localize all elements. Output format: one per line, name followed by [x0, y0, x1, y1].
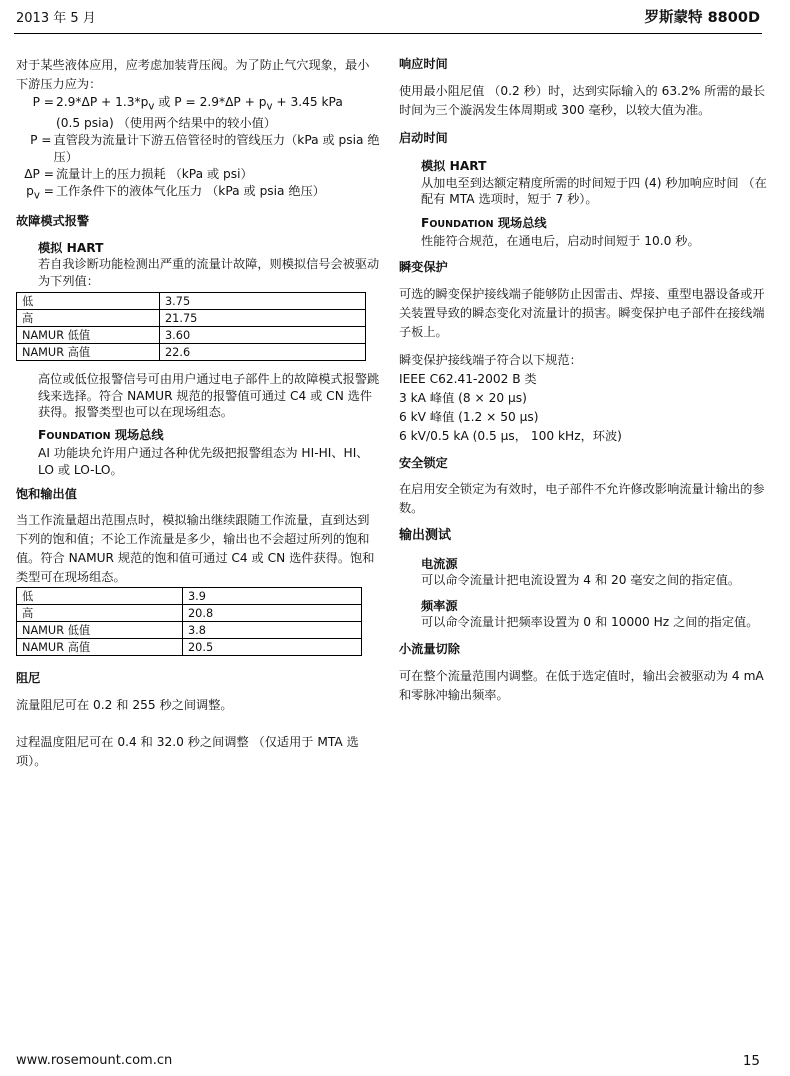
table-row: NAMUR 高值 22.6 — [17, 344, 366, 361]
formula-p-label: P = — [32, 95, 54, 109]
table-row: 高 20.8 — [17, 605, 362, 622]
formula-line-1: $2.9*\Delta P + 1.3*p_v$ 或 $P = 2.9*\Delta P + p_v + 3.45$ kPa — [56, 95, 343, 113]
low-flow-cutoff-text: 可在整个流量范围内调整。在低于选定值时，输出会被驱动为 4 mA 和零脉冲输出频率。 — [399, 668, 764, 702]
def-dp-text: 流量计上的压力损耗 （kPa 或 psi） — [56, 167, 253, 182]
def-p-label: P = — [30, 133, 52, 148]
failure-alarm-note: 高位或低位报警信号可由用户通过电子部件上的故障模式报警跳线来选择。符合 NAMUR 规范的报警值可通过 C4 或 CN 选件获得。报警类型也可以在现场组态。 — [38, 372, 380, 420]
pressure-formula — [16, 94, 381, 205]
table-row: 低 3.75 — [17, 293, 366, 310]
current-source-text: 可以命令流量计把电流设置为 4 和 20 毫安之间的指定值。 — [421, 573, 741, 587]
saturation-table — [16, 587, 362, 656]
header-divider — [14, 33, 762, 34]
saturation-heading: 饱和输出值 — [16, 487, 77, 502]
security-lock-heading: 安全锁定 — [399, 455, 448, 470]
damping-flow-text: 流量阻尼可在 0.2 和 255 秒之间调整。 — [16, 698, 233, 713]
failure-mode-heading: 故障模式报警 — [16, 213, 90, 228]
current-source-subheading: 电流源 — [421, 556, 458, 571]
startup-analog-text: 从加电至到达额定精度所需的时间短于四 (4) 秒加响应时间 （在配有 MTA 选项时，短于 7 秒）。 — [421, 175, 767, 206]
header-product-title: 罗斯蒙特 8800D — [644, 10, 760, 26]
def-p-text: 直管段为流量计下游五倍管径时的管线压力（kPa 或 psia 绝压） — [53, 133, 380, 165]
right-column — [399, 56, 767, 705]
saturation-text: 当工作流量超出范围点时，模拟输出继续跟随工作流量，直到达到下列的饱和值；不论工作流量是多少，输出也不会超过所列的饱和值。符合 NAMUR 规范的饱和值可通过 C4 或 CN 选件获得。饱和类型可在现场组态。 — [16, 513, 375, 585]
formula-line-2: (0.5 psia) （使用两个结果中的较小值） — [56, 116, 277, 131]
footer-website-link[interactable]: www.rosemount.com.cn — [16, 1053, 173, 1068]
left-column — [16, 56, 381, 771]
table-row: NAMUR 低值 3.60 — [17, 327, 366, 344]
header-date: 2013 年 5 月 — [16, 11, 96, 26]
failure-alarm-table — [16, 292, 366, 361]
failure-foundation-text: AI 功能块允许用户通过各种优先级把报警组态为 HI-HI、HI、 LO 或 LO-LO。 — [38, 446, 369, 477]
transient-protection-heading: 瞬变保护 — [399, 259, 448, 274]
failure-analog-text: 若自我诊断功能检测出严重的流量计故障，则模拟信号会被驱动为下列值： — [38, 257, 380, 288]
damping-temperature-text: 过程温度阻尼可在 0.4 和 32.0 秒之间调整 （仅适用于 MTA 选项）。 — [16, 735, 359, 769]
failure-analog-subheading: 模拟 HART — [38, 240, 104, 255]
frequency-source-subheading: 频率源 — [421, 598, 458, 613]
damping-heading: 阻尼 — [16, 671, 41, 686]
table-row: 低 3.9 — [17, 588, 362, 605]
table-row: NAMUR 低值 3.8 — [17, 622, 362, 639]
transient-spec-item: 6 kV 峰值 (1.2 × 50 µs) — [399, 409, 539, 424]
security-lock-text: 在启用安全锁定为有效时，电子部件不允许修改影响流量计输出的参数。 — [399, 481, 765, 515]
def-pv-text: 工作条件下的液体气化压力 （kPa 或 psia 绝压） — [56, 184, 325, 199]
def-pv-label: $p_v$ = — [26, 184, 54, 202]
startup-time-heading: 启动时间 — [399, 131, 448, 145]
startup-foundation-text: 性能符合规范，在通电后，启动时间短于 10.0 秒。 — [421, 234, 700, 248]
footer-page-number: 15 — [742, 1053, 760, 1069]
response-time-heading: 响应时间 — [399, 57, 448, 71]
transient-protection-text: 可选的瞬变保护接线端子能够防止因雷击、焊接、重型电器设备或开关装置导致的瞬态变化对流量计的损害。瞬变保护电子部件在接线端子板上。 — [399, 286, 765, 339]
transient-spec-intro: 瞬变保护接线端子符合以下规范： — [399, 352, 582, 367]
table-row: NAMUR 高值 20.5 — [17, 639, 362, 656]
transient-spec-item: IEEE C62.41-2002 B 类 — [399, 371, 537, 386]
table-row: 高 21.75 — [17, 310, 366, 327]
startup-analog-subheading: 模拟 HART — [421, 159, 487, 173]
failure-foundation-subheading: FOUNDATION 现场总线 — [38, 427, 164, 442]
startup-foundation-subheading: FOUNDATION 现场总线 — [421, 215, 547, 230]
output-test-heading: 输出测试 — [399, 527, 452, 543]
backpressure-intro: 对于某些液体应用，应考虑加装背压阀。为了防止气穴现象，最小下游压力应为： — [16, 58, 370, 91]
def-dp-label: ΔP = — [24, 167, 54, 182]
frequency-source-text: 可以命令流量计把频率设置为 0 和 10000 Hz 之间的指定值。 — [421, 615, 759, 629]
transient-spec-item: 3 kA 峰值 (8 × 20 µs) — [399, 390, 527, 405]
response-time-text: 使用最小阻尼值 （0.2 秒）时，达到实际输入的 63.2% 所需的最长时间为三个漩涡发生体周期或 300 毫秒，以较大值为准。 — [399, 84, 766, 117]
low-flow-cutoff-heading: 小流量切除 — [399, 641, 460, 656]
transient-spec-item: 6 kV/0.5 kA (0.5 µs， 100 kHz，环波) — [399, 428, 622, 443]
